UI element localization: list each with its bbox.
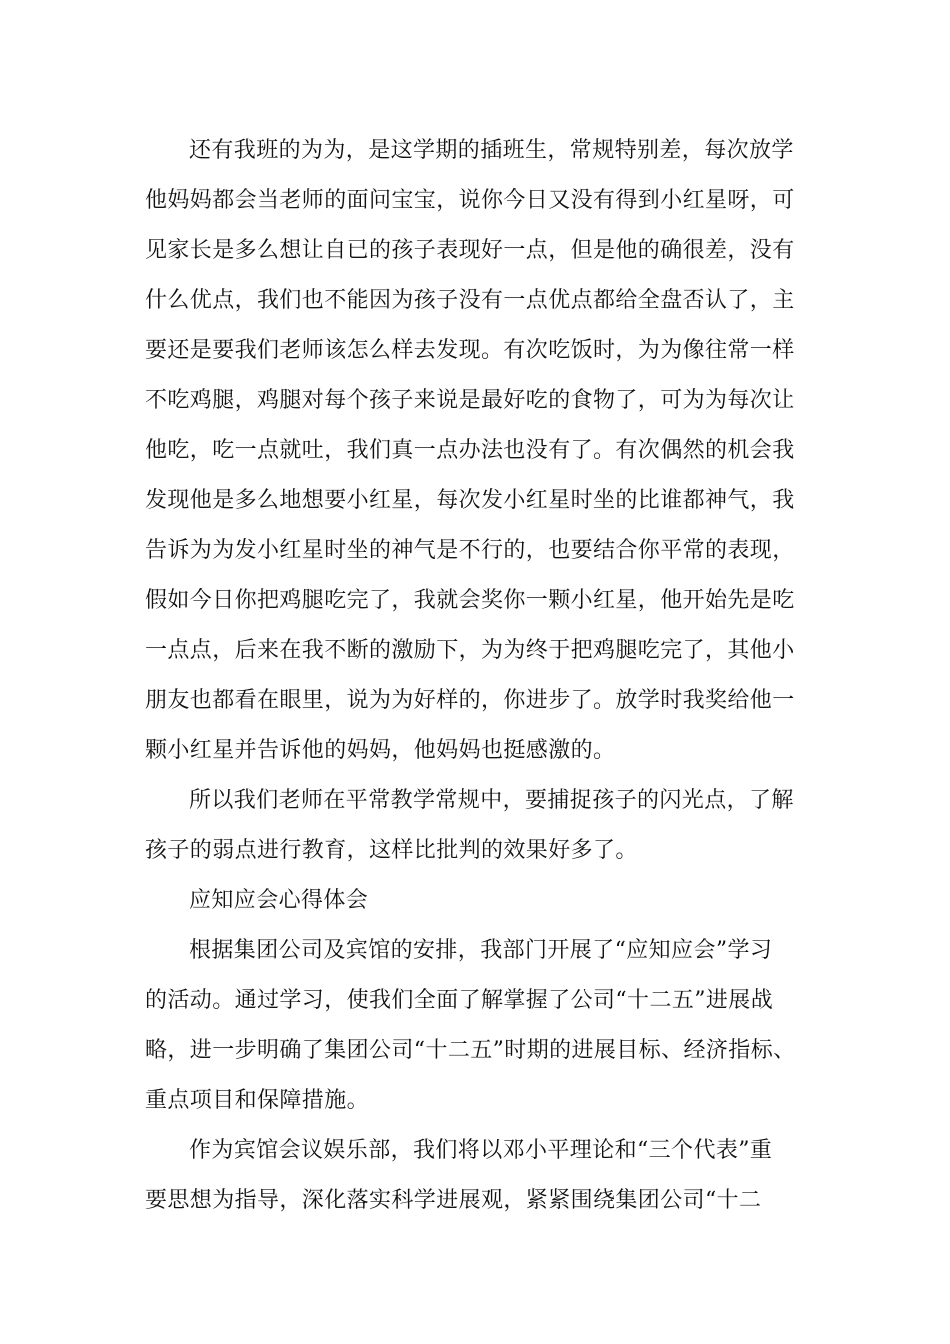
text-line: 发现他是多么地想要小红星，每次发小红星时坐的比谁都神气，我 xyxy=(145,488,795,513)
text-line: 见家长是多么想让自已的孩子表现好一点，但是他的确很差，没有 xyxy=(145,238,795,263)
text-line: 告诉为为发小红星时坐的神气是不行的，也要结合你平常的表现， xyxy=(145,538,795,563)
text-line: 要思想为指导，深化落实科学进展观，紧紧围绕集团公司“十二 xyxy=(145,1188,762,1213)
text-line: 他吃，吃一点就吐，我们真一点办法也没有了。有次偶然的机会我 xyxy=(145,438,795,463)
text-line: 一点点，后来在我不断的激励下，为为终于把鸡腿吃完了，其他小 xyxy=(145,638,795,663)
text-line: 孩子的弱点进行教育，这样比批判的效果好多了。 xyxy=(145,838,638,863)
text-line: 作为宾馆会议娱乐部，我们将以邓小平理论和“三个代表”重 xyxy=(189,1138,773,1163)
text-line: 重点项目和保障措施。 xyxy=(145,1088,370,1113)
text-line: 还有我班的为为，是这学期的插班生，常规特别差，每次放学 xyxy=(189,138,794,163)
text-line: 要还是要我们老师该怎么样去发现。有次吃饭时，为为像往常一样 xyxy=(145,338,795,363)
text-line: 所以我们老师在平常教学常规中，要捕捉孩子的闪光点，了解 xyxy=(189,788,794,813)
section-heading: 应知应会心得体会 xyxy=(189,888,369,913)
text-line: 不吃鸡腿，鸡腿对每个孩子来说是最好吃的食物了，可为为每次让 xyxy=(145,388,795,413)
text-line: 他妈妈都会当老师的面问宝宝，说你今日又没有得到小红星呀，可 xyxy=(145,188,795,213)
text-line: 略，进一步明确了集团公司“十二五”时期的进展目标、经济指标、 xyxy=(145,1038,796,1063)
text-line: 朋友也都看在眼里，说为为好样的，你进步了。放学时我奖给他一 xyxy=(145,688,795,713)
text-line: 假如今日你把鸡腿吃完了，我就会奖你一颗小红星，他开始先是吃 xyxy=(145,588,795,613)
text-line: 根据集团公司及宾馆的安排，我部门开展了“应知应会”学习 xyxy=(189,938,773,963)
text-line: 什么优点，我们也不能因为孩子没有一点优点都给全盘否认了，主 xyxy=(145,288,795,313)
text-line: 颗小红星并告诉他的妈妈，他妈妈也挺感激的。 xyxy=(145,738,616,763)
text-line: 的活动。通过学习，使我们全面了解掌握了公司“十二五”进展战 xyxy=(145,988,774,1013)
